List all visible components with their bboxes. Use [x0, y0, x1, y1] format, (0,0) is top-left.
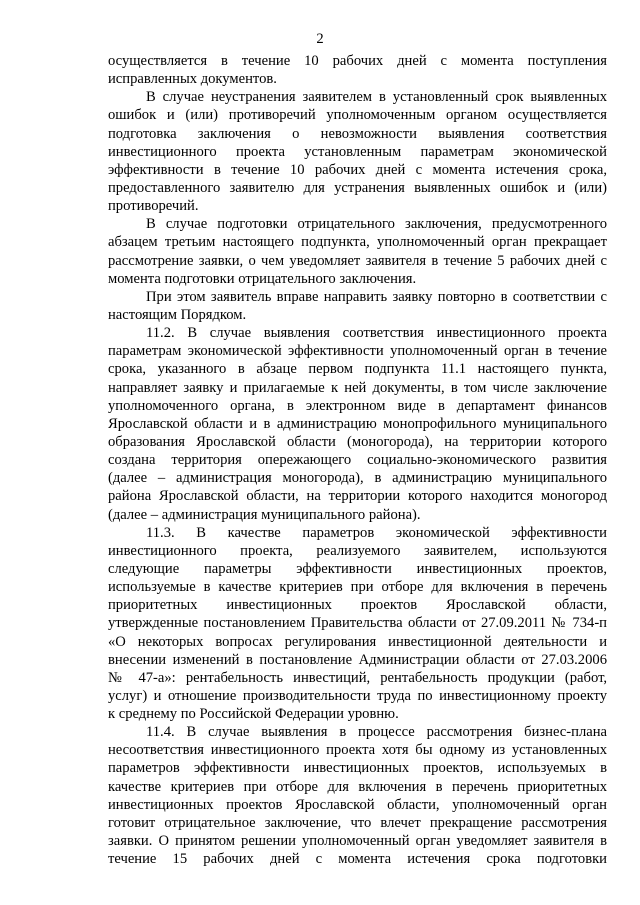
text-line: осуществляется в течение 10 рабочих дней с момента поступления — [108, 53, 607, 69]
document-body — [108, 52, 607, 868]
text-line: несоответствия инвестиционного проекта хотя бы одному из установленных — [108, 742, 607, 759]
text-line: предоставленного заявителю для устранения выявленных ошибок и (или) — [108, 179, 607, 196]
text-line: При этом заявитель вправе направить заявку повторно в соответствии с — [146, 288, 607, 305]
text-line: направляет заявку и прилагаемые к ней документы, в том числе заключение — [108, 379, 607, 396]
text-line: утвержденные постановлением Правительства области от 27.09.2011 № 734-п — [108, 615, 607, 632]
text-line: параметров эффективности инвестиционных проектов, используемых в — [108, 760, 607, 777]
text-line: инвестиционного проекта установленным параметрам экономической — [108, 143, 607, 160]
text-line: срока, указанного в абзаце первом подпункта 11.1 настоящего пункта, — [108, 361, 607, 378]
text-line: внесении изменений в постановление Администрации области от 27.03.2006 — [108, 651, 607, 668]
text-line: заявки. О принятом решении уполномоченный орган уведомляет заявителя в — [108, 833, 607, 850]
text-line: инвестиционного проекта, реализуемого заявителем, используются — [108, 542, 607, 559]
text-line: услуг) и отношение производительности труда по инвестиционному проекту — [108, 687, 607, 704]
text-line: № 47-а»: рентабельность инвестиций, рентабельность продукции (работ, — [108, 669, 607, 686]
text-line: В случае неустранения заявителем в установленный срок выявленных — [146, 89, 607, 106]
text-line: эффективности в течение 10 рабочих дней с момента истечения срока, — [108, 161, 607, 178]
text-line: настоящим Порядком. — [108, 306, 247, 323]
text-line: к среднему по Российской Федерации уровню. — [108, 706, 399, 723]
text-line: готовит отрицательное заключение, что влечет прекращение рассмотрения — [108, 814, 607, 831]
text-line: абзацем третьим настоящего подпункта, уполномоченный орган прекращает — [108, 234, 607, 251]
text-line: приоритетных инвестиционных проектов Ярославской области, — [108, 597, 607, 614]
text-line: рассмотрение заявки, о чем уведомляет заявителя в течение 5 рабочих дней с — [108, 252, 607, 269]
text-line: 11.3. В качестве параметров экономической эффективности — [146, 524, 607, 541]
text-line: 11.2. В случае выявления соответствия инвестиционного проекта — [146, 325, 607, 342]
text-line: образования Ярославской области (моногорода), на территории которого — [108, 433, 607, 450]
text-line: используемые в качестве критериев при отборе для включения в перечень — [108, 579, 607, 596]
text-line: ошибок и (или) противоречий уполномоченным органом осуществляется — [108, 107, 607, 124]
text-line: течение 15 рабочих дней с момента истечения срока подготовки — [108, 851, 607, 868]
text-line: качестве критериев при отборе для включения в перечень приоритетных — [108, 778, 607, 795]
text-line: района Ярославской области, на территории которого находится моногород — [108, 488, 607, 505]
text-line: противоречий. — [108, 198, 199, 215]
text-line: подготовка заключения о невозможности выявления соответствия — [108, 125, 607, 142]
text-line: уполномоченного органа, в электронном виде в департамент финансов — [108, 397, 607, 414]
page-number: 2 — [316, 31, 324, 47]
text-line: Ярославской области и в администрацию монопрофильного муниципального — [108, 415, 607, 432]
text-line: момента подготовки отрицательного заключения. — [108, 270, 417, 287]
text-line: создана территория опережающего социально-экономического развития — [108, 452, 607, 469]
text-line: исправленных документов. — [108, 71, 277, 88]
text-line: инвестиционных проектов Ярославской области, уполномоченный орган — [108, 796, 607, 813]
text-line: «О некоторых вопросах регулирования инвестиционной деятельности и — [108, 633, 607, 650]
text-line: (далее – администрация муниципального района). — [108, 506, 421, 523]
text-line: параметрам экономической эффективности уполномоченный орган в течение — [108, 343, 607, 360]
text-line: (далее – администрация моногорода), в администрацию муниципального — [108, 470, 607, 487]
text-line: В случае подготовки отрицательного заключения, предусмотренного — [146, 216, 607, 233]
text-line: следующие параметры эффективности инвестиционных проектов, — [108, 560, 607, 577]
text-line: 11.4. В случае выявления в процессе рассмотрения бизнес-плана — [146, 724, 607, 741]
